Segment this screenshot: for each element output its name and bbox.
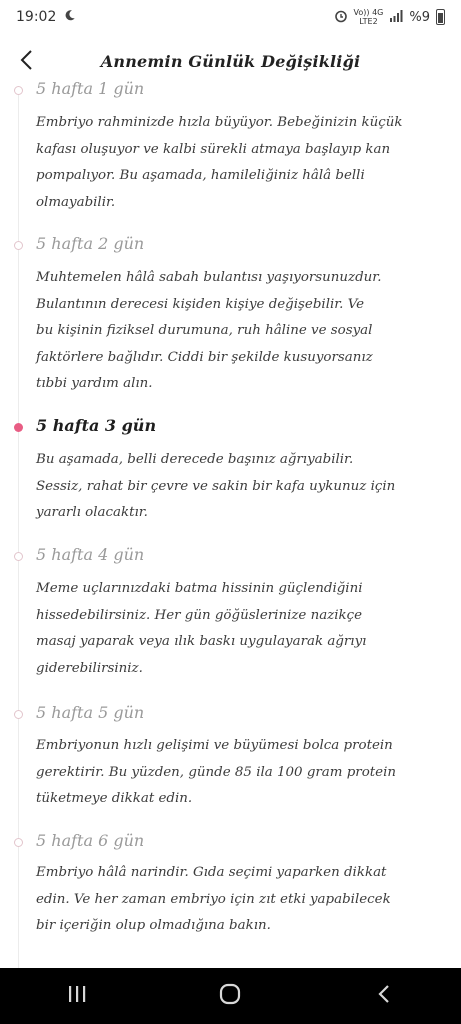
network-top: Vo)) 4G (353, 8, 384, 17)
entry-line: giderebilirsiniz. (36, 660, 143, 676)
entry-line: bu kişinin fiziksel durumuna, ruh hâline ve sosyal (36, 323, 373, 338)
status-bar (0, 0, 461, 34)
entry-line: olmayabilir. (36, 194, 116, 210)
network-type (354, 8, 384, 26)
entry-line: Bu aşamada, belli derecede başınız ağrıyabilir. (36, 452, 354, 467)
entry-line: masaj yaparak veya ılık baskı uygulayarak ağrıyı (36, 634, 367, 649)
timeline-dot (14, 838, 23, 847)
entry-line: Meme uçlarınızdaki batma hissinin güçlendiğini (36, 581, 363, 596)
entry-line: Embriyo rahminizde hızla büyüyor. Bebeğinizin küçük (36, 115, 403, 130)
entry-text (36, 733, 448, 813)
status-time: 19:02 (16, 9, 57, 25)
timeline-line (18, 88, 19, 968)
recent-apps-icon (67, 985, 87, 1007)
entry-title: 5 hafta 3 gün (36, 416, 157, 435)
moon-icon (64, 9, 76, 25)
entry-title: 5 hafta 2 gün (36, 234, 145, 253)
timeline-dot (14, 552, 23, 561)
entry-line: faktörlere bağlıdır. Ciddi bir şekilde kusuyorsanız (36, 349, 373, 365)
entry-line: Sessiz, rahat bir çevre ve sakin bir kafa uykunuz için (36, 478, 396, 494)
timeline-dot (14, 86, 23, 95)
entry-title: 5 hafta 6 gün (36, 831, 145, 850)
entry-line: Bulantının derecesi kişiden kişiye değişebilir. Ve (36, 296, 365, 312)
entry-title: 5 hafta 1 gün (36, 79, 145, 98)
page-title: Annemin Günlük Değişikliği (100, 51, 361, 71)
entry-line: kafası oluşuyor ve kalbi sürekli atmaya başlayıp kan (36, 141, 391, 157)
system-back-button[interactable] (354, 976, 414, 1016)
entry-text (36, 576, 448, 682)
timeline-dot-active (14, 423, 23, 432)
home-button[interactable] (200, 976, 260, 1016)
alarm-icon (334, 9, 348, 26)
network-bottom: LTE2 (359, 17, 378, 26)
battery-percent: %9 (409, 9, 430, 25)
entry-line: Embriyo hâlâ narindir. Gıda seçimi yaparken dikkat (36, 865, 387, 880)
recent-apps-button[interactable] (47, 976, 107, 1016)
entry-line: Muhtemelen hâlâ sabah bulantısı yaşıyorsunuzdur. (36, 270, 382, 285)
home-icon (219, 983, 241, 1009)
entry-line: gerektirir. Bu yüzden, günde 85 ila 100 gram protein (36, 764, 396, 780)
entry-line: yararlı olacaktır. (36, 505, 148, 520)
entry-line: Embriyonun hızlı gelişimi ve büyümesi bolca protein (36, 738, 393, 753)
back-icon (377, 984, 391, 1008)
battery-icon (436, 9, 445, 25)
entry-title: 5 hafta 5 gün (36, 703, 145, 722)
entry-line: hissedebilirsiniz. Her gün göğüslerinize nazikçe (36, 607, 363, 623)
entry-line: pompalıyor. Bu aşamada, hamileliğiniz hâlâ belli (36, 168, 365, 183)
entry-line: tüketmeye dikkat edin. (36, 791, 193, 806)
timeline-dot (14, 241, 23, 250)
timeline-dot (14, 710, 23, 719)
entry-text (36, 110, 448, 216)
entry-text (36, 447, 448, 527)
entry-line: edin. Ve her zaman embriyo için zıt etki yapabilecek (36, 891, 391, 907)
entry-text (36, 860, 448, 940)
entry-line: bir içeriğin olup olmadığına bakın. (36, 918, 271, 933)
entry-line: tıbbi yardım alın. (36, 376, 153, 391)
timeline-list[interactable] (0, 70, 461, 968)
entry-text (36, 265, 448, 398)
entry-title: 5 hafta 4 gün (36, 545, 145, 564)
signal-icon (389, 10, 403, 25)
navigation-bar (0, 968, 461, 1024)
